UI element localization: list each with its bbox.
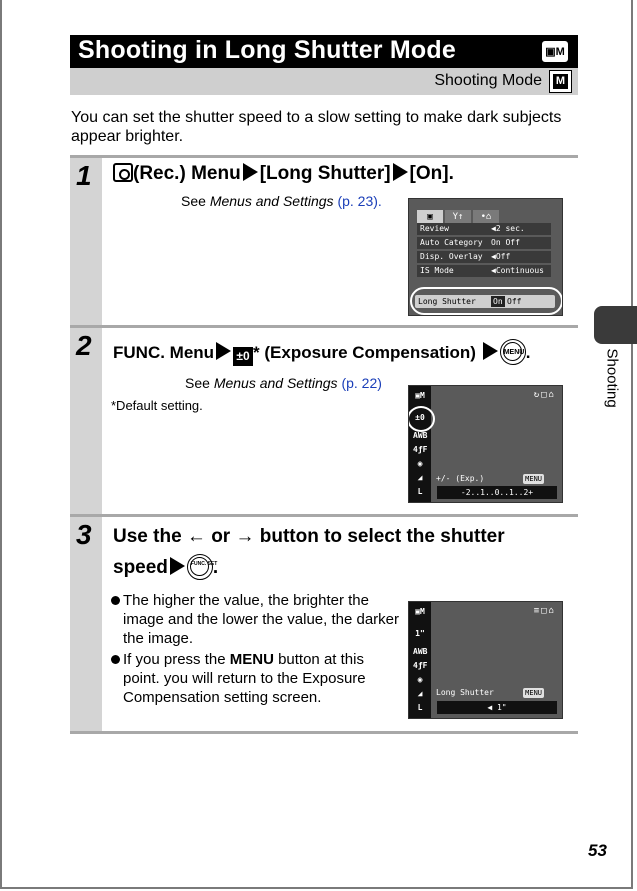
section-tab[interactable] [594,306,637,344]
metering-icon: ◉ [417,459,423,468]
shooting-mode-label: Shooting Mode [434,72,542,89]
step-number: 2 [76,330,92,361]
list-item: If you press the MENU button at this point. you will return to the Exposure Compensation setting screen. [110,650,400,707]
screen-label: +/- (Exp.) [436,474,485,483]
menu-row: Disp. Overlay ◀Off [417,251,551,263]
menu-screen [408,198,563,316]
shutter-value: ◀ 1" [437,701,557,714]
step-1 [70,155,578,326]
step-heading: (Rec.) Menu [Long Shutter] [On]. [113,163,454,185]
flash-icon: 4ƒF [413,445,428,454]
step-heading: FUNC. Menu ±0 * (Exposure Compensation) MENU . [113,339,530,366]
status-icons: ↻□⌂ [533,390,556,400]
status-icons: ≡□⌂ [533,606,556,616]
mode-icon: ▣M [415,391,425,400]
highlight-ring [408,406,435,432]
list-item: The higher the value, the brighter the image and the lower the value, the darker the image. [110,591,400,648]
title-bar [70,35,578,68]
step-2 [70,325,578,515]
resolution-icon: L [417,703,423,712]
arrow-right-icon [243,163,258,181]
arrow-right-icon [170,557,185,575]
exposure-icon: ±0 [415,413,425,422]
menu-chip: MENU [525,689,542,697]
func-set-button-icon: FUNC. SET [187,554,213,580]
step-heading-line-2: speed FUNC. SET . [113,554,218,580]
white-balance-icon: AWB [413,431,428,440]
menu-row: IS Mode ◀Continuous [417,265,551,277]
exposure-compensation-icon: ±0 [233,347,253,366]
arrow-right-icon [216,342,231,360]
exposure-screen [408,385,563,503]
menu-button-icon: MENU [500,339,526,365]
screen-label: Long Shutter [436,688,494,697]
page-number: 53 [588,841,607,860]
default-setting-note: *Default setting. [111,398,203,413]
bullet-list [110,591,400,707]
white-balance-icon: AWB [413,647,428,656]
camera-icon [113,163,133,182]
menu-row: Auto Category On Off [417,237,551,249]
long-shutter-mode-icon: ▣M [542,41,568,62]
flash-icon: 4ƒF [413,661,428,670]
intro-text: You can set the shutter speed to a slow setting to make dark subjects appear brighter. [71,109,562,145]
step-number: 1 [76,160,92,191]
see-reference: See Menus and Settings (p. 22) [185,375,382,391]
resolution-icon: L [417,487,423,496]
page-title: Shooting in Long Shutter Mode [78,36,456,64]
arrow-right-icon [483,342,498,360]
subtitle-bar [70,68,578,95]
metering-icon: ◉ [417,675,423,684]
shutter-speed-icon: 1" [415,629,425,638]
page-link[interactable]: (p. 23). [337,193,382,209]
step-3 [70,514,578,734]
see-reference: See Menus and Settings (p. 23). [181,193,382,209]
long-shutter-row: Long Shutter On Off [415,295,555,308]
section-label: Shooting [603,348,621,408]
exposure-scale: -2..1..0..1..2+ [437,486,557,499]
compression-icon: ◢ [417,689,423,698]
page-link[interactable]: (p. 22) [341,375,382,391]
step-number: 3 [76,519,92,550]
rec-tab-icon: ▣ [417,210,443,224]
mode-icon: ▣M [415,607,425,616]
menu-row: Review ◀2 sec. [417,223,551,235]
my-camera-tab-icon: •⌂ [473,210,499,224]
setup-tab-icon: Y↑ [445,210,471,224]
compression-icon: ◢ [417,473,423,482]
step-heading-line-1: Use the ← or → button to select the shutter [113,526,505,547]
camera-mode-icon: M [549,70,572,93]
arrow-right-icon [393,163,408,181]
shutter-screen [408,601,563,719]
menu-chip: MENU [525,475,542,483]
